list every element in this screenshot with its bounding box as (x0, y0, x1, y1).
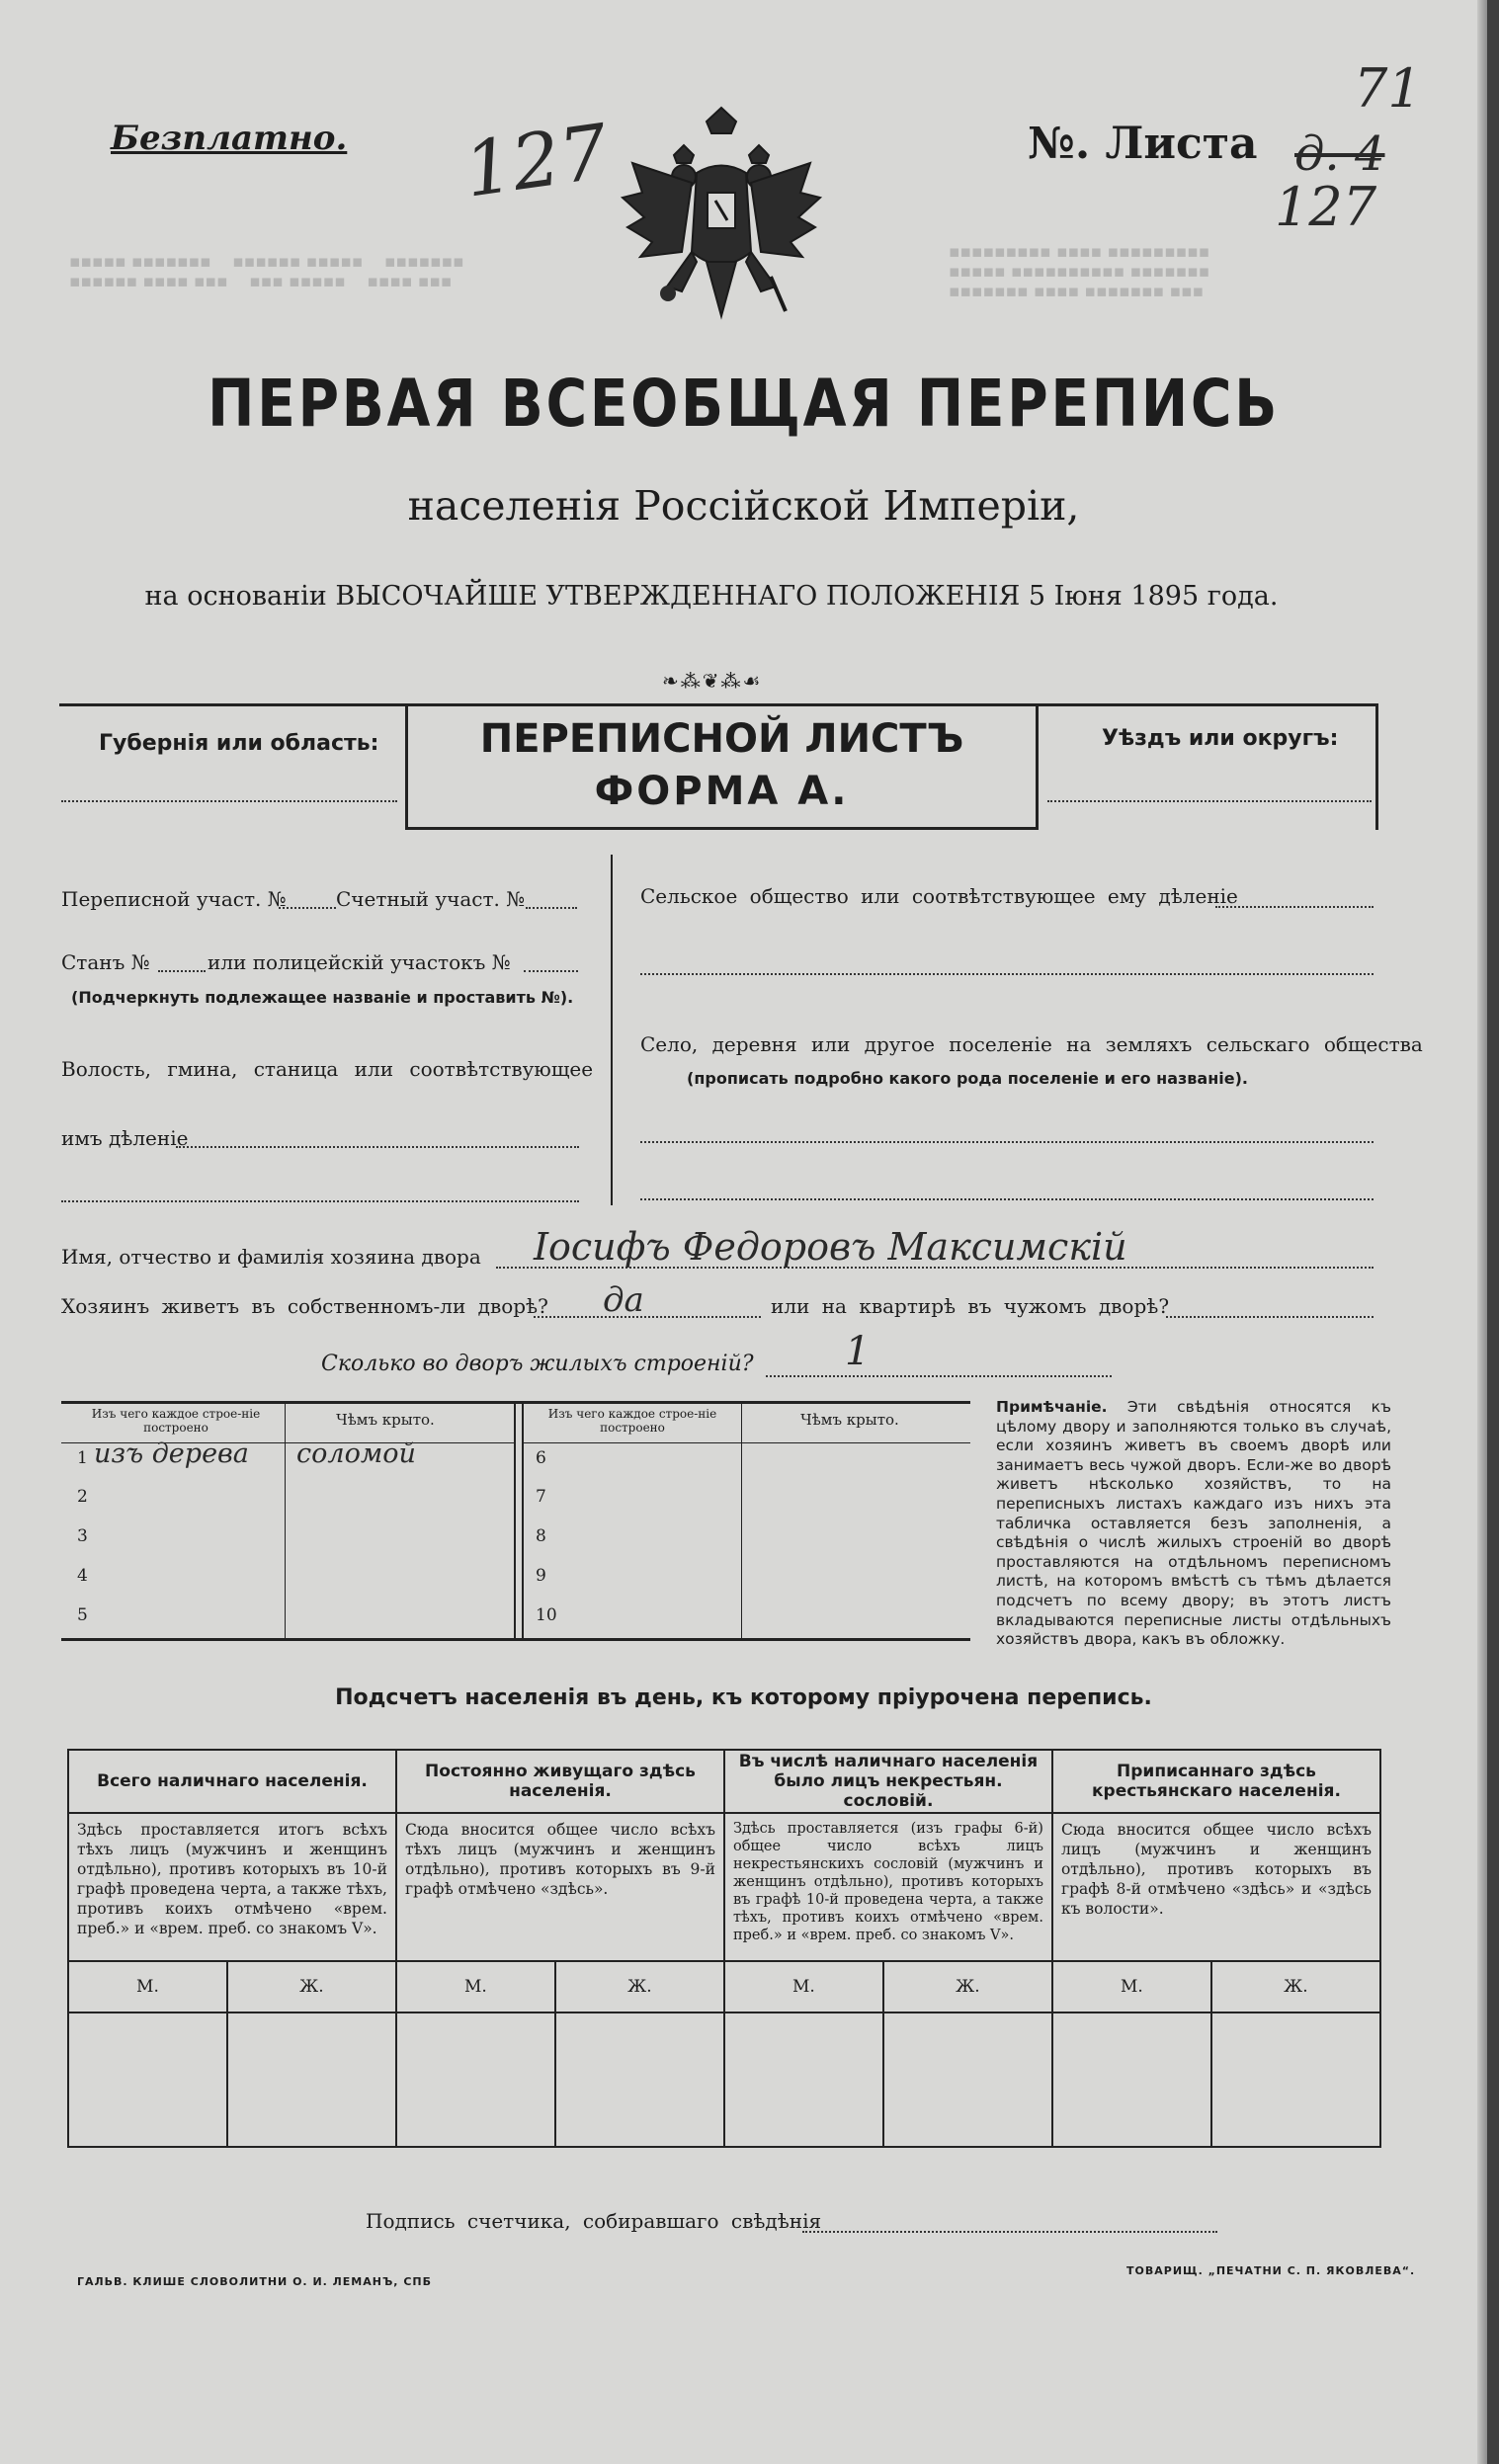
village-note: (прописать подробно какого рода поселеніе и его названіе). (687, 1069, 1249, 1088)
summary-value-cell (68, 2012, 227, 2147)
male-header: М. (396, 1961, 555, 2012)
police-label: или полицейскій участокъ № (208, 950, 511, 974)
summary-col-head: Въ числѣ наличнаго населенія было лицъ некрестьян. сословій. (724, 1750, 1052, 1813)
female-header: Ж. (883, 1961, 1052, 2012)
summary-title: Подсчетъ населенія въ день, къ которому пріурочена перепись. (335, 1685, 1152, 1710)
subtitle: населенія Россійской Имперіи, (407, 482, 1080, 530)
form-title: ПЕРЕПИСНОЙ ЛИСТЪ (479, 716, 964, 762)
male-header: М. (1052, 1961, 1211, 2012)
buildings-value: 1 (845, 1329, 871, 1374)
printer-right: ТОВАРИЩ. „ПЕЧАТНИ С. П. ЯКОВЛЕВА“. (1126, 2264, 1416, 2277)
table-row-number: 7 (536, 1487, 546, 1507)
material-cell: изъ дерева (94, 1438, 249, 1469)
buildings-label: Сколько во дворъ жилыхъ строеній? (321, 1352, 754, 1376)
summary-value-cell (883, 2012, 1052, 2147)
summary-col-body: Здѣсь проставляется итогъ всѣхъ тѣхъ лицъ (мужчинъ и женщинъ отдѣльно), противъ которыхъ въ 10-й графѣ проведена черта, а также тѣхъ, противъ коихъ отмѣчено «врем. преб.» и «врем. преб. со знакомъ V». (68, 1813, 396, 1961)
summary-value-cell (724, 2012, 883, 2147)
table-row-number: 10 (536, 1605, 557, 1625)
fields-divider (611, 855, 613, 1205)
summary-col-head: Постоянно живущаго здѣсь населенія. (396, 1750, 724, 1813)
summary-value-cell (1211, 2012, 1380, 2147)
col-material-right: Изъ чего каждое строе-ніе построено (547, 1407, 717, 1435)
stan-label: Станъ № (61, 950, 150, 974)
table-row-number: 8 (536, 1526, 546, 1546)
summary-col-head: Приписаннаго здѣсь крестьянскаго населенія. (1052, 1750, 1380, 1813)
sheet-number-hand-a: 71 (1354, 57, 1422, 120)
census-area-label: Переписной участ. № (61, 887, 287, 911)
note-block (996, 1398, 1391, 1650)
summary-col-body: Здѣсь проставляется (изъ графы 6-й) общее число всѣхъ лицъ некрестьянскихъ сословій (мужчинъ и женщинъ отдѣльно), противъ которыхъ въ графѣ 10-й проведена черта, а также тѣхъ, противъ коихъ отмѣчено «врем. преб.» и «врем. преб. со знакомъ V». (724, 1813, 1052, 1961)
table-row-number: 4 (77, 1566, 88, 1586)
summary-value-cell (555, 2012, 724, 2147)
male-header: М. (68, 1961, 227, 2012)
table-row-number: 6 (536, 1448, 546, 1468)
volost-label: Волость, гмина, станица или соотвѣтствующее (61, 1057, 594, 1081)
imperial-eagle-emblem (613, 104, 830, 341)
province-label: Губернія или область: (99, 731, 379, 756)
volost-label-2: имъ дѣленіе (61, 1126, 189, 1150)
summary-col-body: Сюда вносится общее число всѣхъ лицъ (мужчинъ и женщинъ отдѣльно), противъ которыхъ въ графѣ 8-й отмѣчено «здѣсь» и «здѣсь къ волости». (1052, 1813, 1380, 1961)
bleed-through: ▪▪▪▪▪▪▪▪▪ ▪▪▪▪ ▪▪▪▪▪▪▪▪▪ ▪▪▪▪▪ ▪▪▪▪▪▪▪▪▪▪ ▪▪▪▪▪▪▪ ▪▪▪▪▪▪▪ ▪▪▪▪ ▪▪▪▪▪▪▪ ▪▪▪ (949, 242, 1210, 301)
col-material-left: Изъ чего каждое строе-ніе построено (91, 1407, 261, 1435)
table-row-number: 3 (77, 1526, 88, 1546)
female-header: Ж. (227, 1961, 396, 2012)
owner-name-value: Іосифъ Федоровъ Максимскій (534, 1225, 1127, 1269)
female-header: Ж. (555, 1961, 724, 2012)
summary-value-cell (1052, 2012, 1211, 2147)
population-summary-table (67, 1749, 1381, 2148)
free-label: Безплатно. (111, 119, 348, 158)
col-roof-left: Чѣмъ крыто. (336, 1411, 435, 1429)
owner-name-label: Имя, отчество и фамилія хозяина двора (61, 1245, 481, 1269)
summary-value-cell (227, 2012, 396, 2147)
signature-label: Подпись счетчика, собиравшаго свѣдѣнія (366, 2209, 822, 2233)
main-title: ПЕРВАЯ ВСЕОБЩАЯ ПЕРЕПИСЬ (208, 366, 1280, 442)
table-row-number: 2 (77, 1487, 88, 1507)
owner-lives-value: да (603, 1280, 644, 1320)
summary-value-cell (396, 2012, 555, 2147)
form-type: ФОРМА А. (594, 769, 850, 814)
table-row-number: 5 (77, 1605, 88, 1625)
male-header: М. (724, 1961, 883, 2012)
owner-lives-label: Хозяинъ живетъ въ собственномъ-ли дворѣ? (61, 1294, 548, 1318)
summary-col-body: Сюда вносится общее число всѣхъ тѣхъ лицъ (мужчинъ и женщинъ отдѣльно), противъ которыхъ въ 9-й графѣ отмѣчено «здѣсь». (396, 1813, 724, 1961)
summary-col-head: Всего наличнаго населенія. (68, 1750, 396, 1813)
table-row-number: 1 (77, 1448, 88, 1468)
handwritten-file-number: 127 (458, 107, 614, 214)
ornament: ❧⁂❦⁂☙ (662, 669, 763, 693)
note-text: Эти свѣдѣнія относятся къ цѣлому двору и заполняются только въ случаѣ, если хозяинъ живетъ въ своемъ дворѣ или занимаетъ весь чужой дворъ. Если-же во дворѣ живетъ нѣсколько хозяйствъ, то на переписныхъ листахъ каждаго изъ нихъ эта табличка оставляется безъ заполненія, а свѣдѣнія о числѣ жилыхъ строеній во дворѣ проставляются на отдѣльномъ переписномъ листѣ, на которомъ вмѣстѣ съ тѣмъ дѣлается подсчетъ по всему двору; въ этотъ листъ вкладываются переписные листы отдѣльныхъ хозяйствъ двора, какъ въ обложку. (996, 1398, 1391, 1649)
table-row-number: 9 (536, 1566, 546, 1586)
count-area-label: Счетный участ. № (336, 887, 526, 911)
underline-note: (Подчеркнуть подлежащее названіе и проставить №). (71, 988, 574, 1007)
district-label: Уѣздъ или округъ: (1102, 726, 1339, 751)
legal-basis: на основаніи ВЫСОЧАЙШЕ УТВЕРЖДЕННАГО ПОЛОЖЕНІЯ 5 Іюня 1895 года. (144, 581, 1279, 612)
note-head: Примѣчаніе. (996, 1398, 1108, 1416)
rural-society-label: Сельское общество или соотвѣтствующее ему дѣленіе (640, 884, 1238, 908)
sheet-number-hand-c: д. 4 (1294, 126, 1385, 182)
village-label: Село, деревня или другое поселеніе на земляхъ сельскаго общества (640, 1032, 1423, 1056)
col-roof-right: Чѣмъ крыто. (800, 1411, 899, 1429)
printer-left: ГАЛЬВ. КЛИШЕ СЛОВОЛИТНИ О. И. ЛЕМАНЪ, СПБ (77, 2275, 432, 2288)
bleed-through-left: ▪▪▪▪▪ ▪▪▪▪▪▪▪ ▪▪▪▪▪▪ ▪▪▪▪▪ ▪▪▪▪▪▪▪ ▪▪▪▪▪▪ ▪▪▪▪ ▪▪▪ ▪▪▪ ▪▪▪▪▪ ▪▪▪▪ ▪▪▪ (69, 252, 464, 291)
sheet-number-label: №. Листа (1028, 119, 1258, 169)
header-box-top (59, 703, 1378, 706)
female-header: Ж. (1211, 1961, 1380, 2012)
apartment-label: или на квартирѣ въ чужомъ дворѣ? (771, 1294, 1170, 1318)
sheet-number-hand-b: 127 (1275, 176, 1377, 238)
roof-cell: соломой (296, 1438, 416, 1469)
